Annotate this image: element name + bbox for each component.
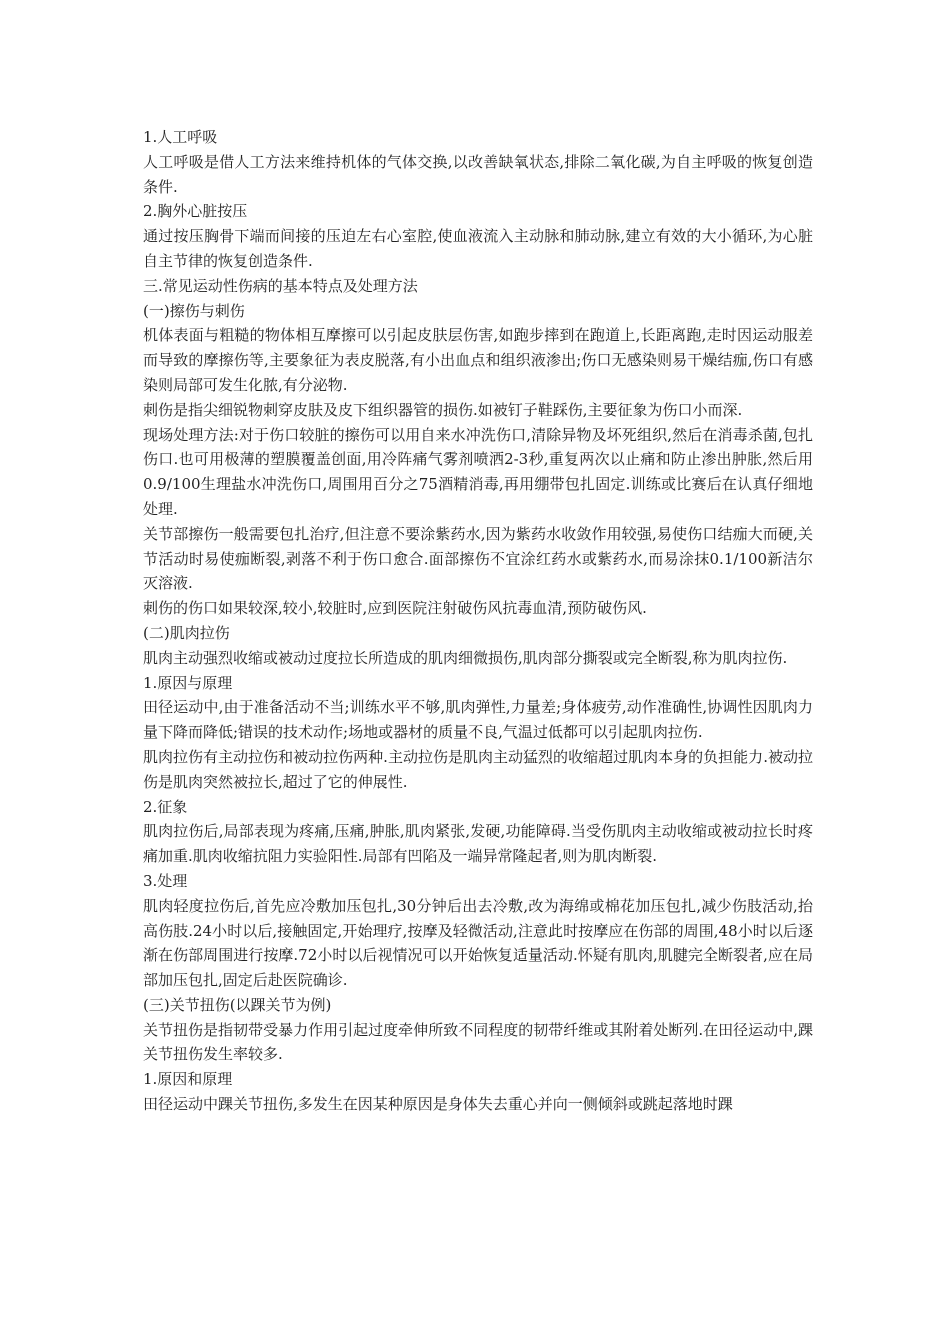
paragraph: 肌肉主动强烈收缩或被动过度拉长所造成的肌肉细微损伤,肌肉部分撕裂或完全断裂,称为肌肉拉伤. bbox=[143, 648, 788, 667]
numbered-heading: 1.原因和原理 bbox=[143, 1070, 233, 1089]
paragraph: 田径运动中踝关节扭伤,多发生在因某种原因是身体失去重心并向一侧倾斜或跳起落地时踝 bbox=[143, 1095, 733, 1114]
heading-chest-compression: 2.胸外心脏按压 bbox=[143, 202, 248, 221]
paragraph: 肌肉轻度拉伤后,首先应冷敷加压包扎,30分钟后出去冷敷,改为海绵或棉花加压包扎,减少伤肢活动,抬高伤肢.24小时以后,接触固定,开始理疗,按摩及轻微活动,注意此时按摩应在伤部的周围,48小时以后逐渐在伤部周围进行按摩.72小时以后视情况可以开始恢复适量活动.怀疑有肌肉,肌腱完全断裂者,应在局部加压包扎,固定后赴医院确诊. bbox=[143, 896, 813, 990]
document-body bbox=[143, 125, 813, 1117]
heading-artificial-respiration: 1.人工呼吸 bbox=[143, 128, 218, 146]
paragraph: 通过按压胸骨下端而间接的压迫左右心室腔,使血液流入主动脉和肺动脉,建立有效的大小循环,为心脏自主节律的恢复创造条件. bbox=[143, 227, 813, 270]
paragraph: 现场处理方法:对于伤口较脏的擦伤可以用自来水冲洗伤口,清除异物及坏死组织,然后在消毒杀菌,包扎伤口.也可用极薄的塑膜覆盖创面,用冷阵痛气雾剂喷洒2-3秒,重复两次以止痛和防止渗出肿胀,然后用0.9/100生理盐水冲洗伤口,周围用百分之75酒精消毒,再用绷带包扎固定.训练或比赛后在认真仔细地处理. bbox=[143, 425, 813, 518]
numbered-heading: 2.征象 bbox=[143, 797, 188, 816]
subsection-heading: (三)关节扭伤(以踝关节为例) bbox=[143, 995, 332, 1014]
paragraph: 肌肉拉伤有主动拉伤和被动拉伤两种.主动拉伤是肌肉主动猛烈的收缩超过肌肉本身的负担能力.被动拉伤是肌肉突然被拉长,超过了它的伸展性. bbox=[143, 747, 813, 791]
subsection-heading: (一)擦伤与刺伤 bbox=[143, 301, 245, 320]
section-heading: 三.常见运动性伤病的基本特点及处理方法 bbox=[143, 276, 418, 295]
paragraph: 关节扭伤是指韧带受暴力作用引起过度牵伸所致不同程度的韧带纤维或其附着处断列.在田径运动中,踝关节扭伤发生率较多. bbox=[143, 1020, 813, 1064]
paragraph: 刺伤是指尖细锐物刺穿皮肤及皮下组织器管的损伤.如被钉子鞋踩伤,主要征象为伤口小而深. bbox=[143, 400, 743, 419]
paragraph: 人工呼吸是借人工方法来维持机体的气体交换,以改善缺氧状态,排除二氧化碳,为自主呼吸的恢复创造条件. bbox=[143, 152, 813, 196]
subsection-heading: (二)肌肉拉伤 bbox=[143, 623, 230, 642]
paragraph: 机体表面与粗糙的物体相互摩擦可以引起皮肤层伤害,如跑步摔到在跑道上,长距离跑,走时因运动服差而导致的摩擦伤等,主要象征为表皮脱落,有小出血点和组织液渗出;伤口无感染则易干燥结痂,伤口有感染则局部可发生化脓,有分泌物. bbox=[143, 326, 813, 394]
numbered-heading: 1.原因与原理 bbox=[143, 673, 233, 692]
paragraph: 田径运动中,由于准备活动不当;训练水平不够,肌肉弹性,力量差;身体疲劳,动作准确性,协调性因肌肉力量下降而降低;错误的技术动作;场地或器材的质量不良,气温过低都可以引起肌肉拉伤. bbox=[143, 698, 813, 742]
paragraph: 肌肉拉伤后,局部表现为疼痛,压痛,肿胀,肌肉紧张,发硬,功能障碍.当受伤肌肉主动收缩或被动拉长时疼痛加重.肌肉收缩抗阻力实验阳性.局部有凹陷及一端异常隆起者,则为肌肉断裂. bbox=[143, 822, 813, 866]
numbered-heading: 3.处理 bbox=[143, 871, 188, 890]
paragraph: 刺伤的伤口如果较深,较小,较脏时,应到医院注射破伤风抗毒血清,预防破伤风. bbox=[143, 599, 647, 618]
paragraph: 关节部擦伤一般需要包扎治疗,但注意不要涂紫药水,因为紫药水收敛作用较强,易使伤口结痂大而硬,关节活动时易使痂断裂,剥落不利于伤口愈合.面部擦伤不宜涂红药水或紫药水,而易涂抹0.1/100新洁尔灭溶液. bbox=[143, 524, 813, 593]
